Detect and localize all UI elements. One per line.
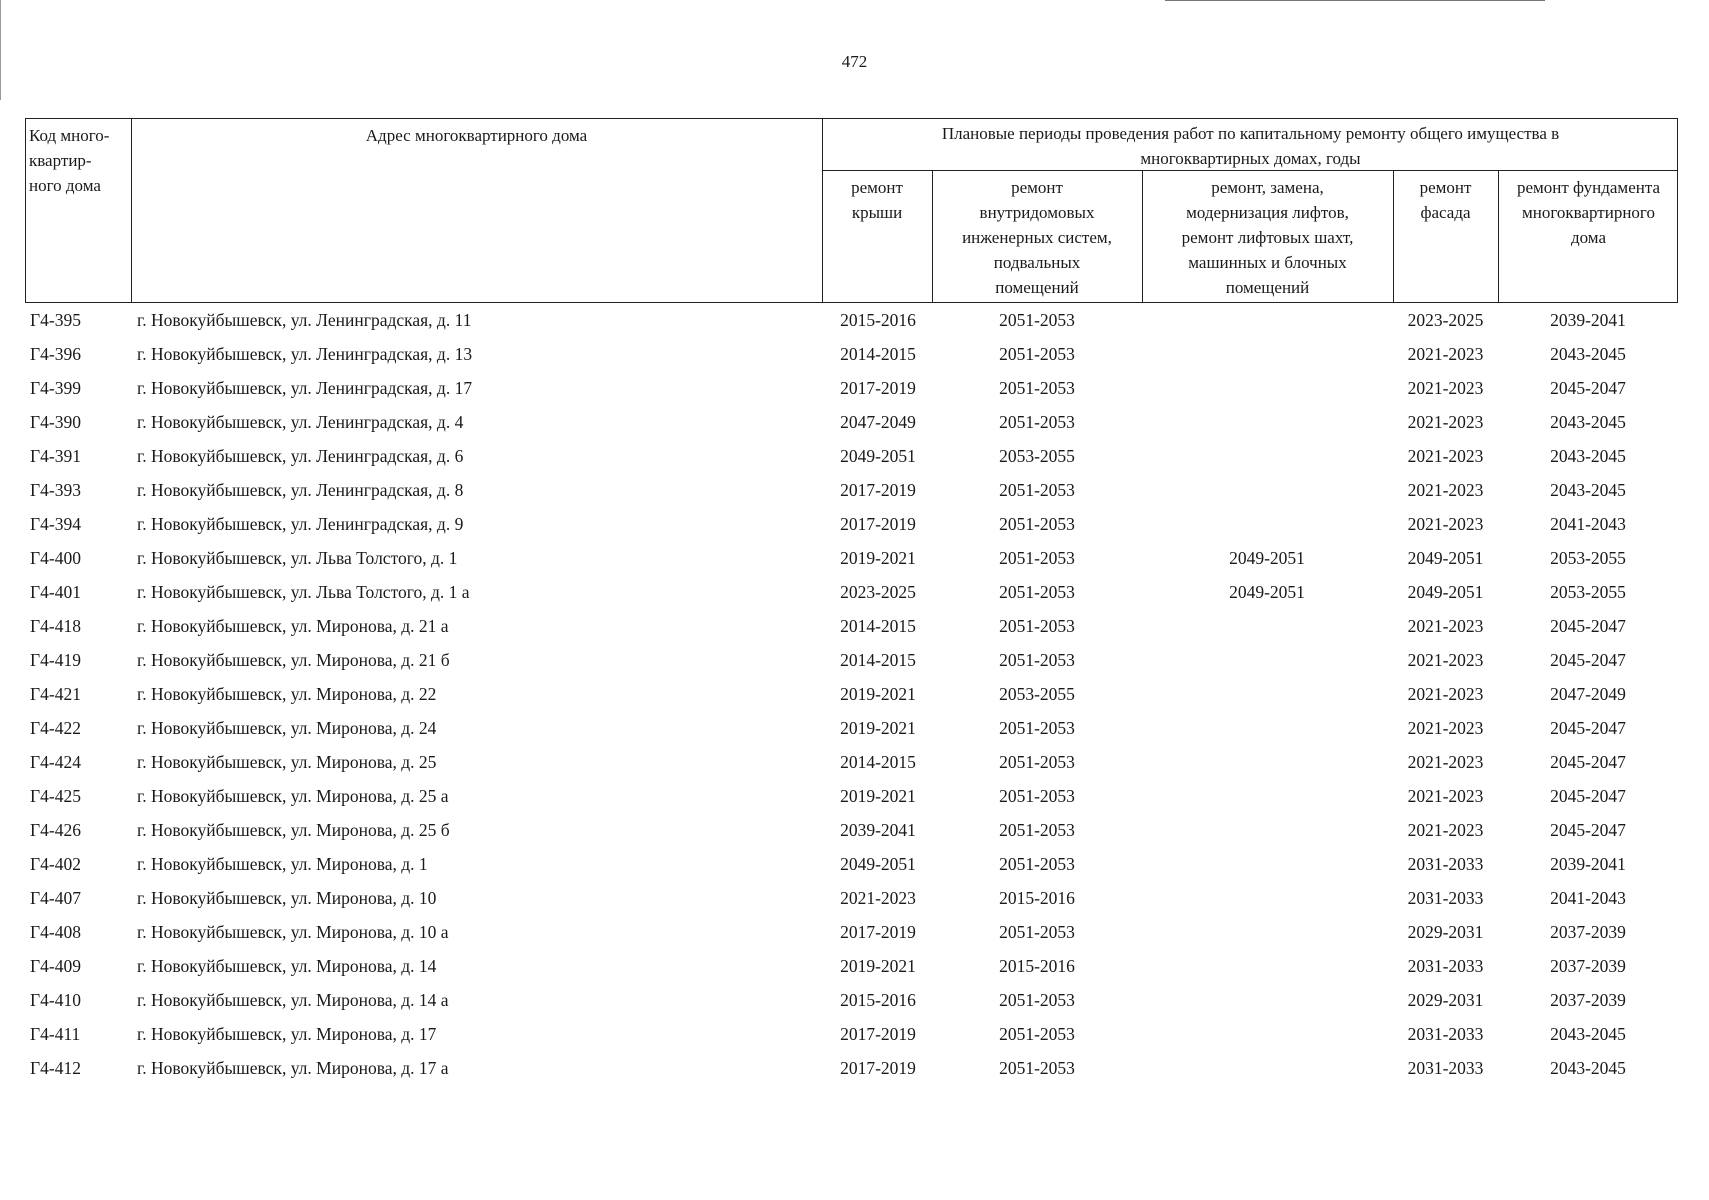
cell-engineering: 2051-2053 (999, 854, 1075, 874)
cell-engineering: 2051-2053 (999, 752, 1075, 772)
cell-lifts: 2049-2051 (1229, 582, 1305, 602)
cell-lifts: 2049-2051 (1229, 548, 1305, 568)
table-row (0, 779, 1709, 813)
cell-engineering: 2051-2053 (999, 344, 1075, 364)
cell-roof: 2014-2015 (840, 616, 916, 636)
cell-foundation: 2043-2045 (1550, 480, 1626, 500)
table-row (0, 711, 1709, 745)
cell-engineering: 2051-2053 (999, 582, 1075, 602)
cell-roof: 2017-2019 (840, 514, 916, 534)
header-lifts: ремонт, замена, модернизация лифтов, ремонт лифтовых шахт, машинных и блочных помещений (1181, 178, 1354, 297)
cell-engineering: 2051-2053 (999, 514, 1075, 534)
cell-foundation: 2037-2039 (1550, 956, 1626, 976)
table-row (0, 371, 1709, 405)
cell-code: Г4-401 (30, 582, 81, 602)
cell-foundation: 2045-2047 (1550, 650, 1626, 670)
cell-engineering: 2051-2053 (999, 990, 1075, 1010)
table-row (0, 677, 1709, 711)
cell-code: Г4-395 (30, 310, 81, 330)
cell-roof: 2015-2016 (840, 310, 916, 330)
cell-foundation: 2039-2041 (1550, 854, 1626, 874)
cell-address: г. Новокуйбышевск, ул. Миронова, д. 14 а (137, 990, 449, 1010)
cell-facade: 2021-2023 (1407, 446, 1484, 466)
cell-facade: 2021-2023 (1407, 616, 1484, 636)
cell-roof: 2014-2015 (840, 752, 916, 772)
cell-engineering: 2051-2053 (999, 820, 1075, 840)
cell-address: г. Новокуйбышевск, ул. Миронова, д. 25 (137, 752, 437, 772)
cell-code: Г4-402 (30, 854, 81, 874)
table-header (25, 118, 1678, 303)
table-body (0, 303, 1709, 1085)
table-row (0, 541, 1709, 575)
cell-address: г. Новокуйбышевск, ул. Ленинградская, д. 11 (137, 310, 472, 330)
cell-facade: 2021-2023 (1407, 752, 1484, 772)
cell-roof: 2019-2021 (840, 718, 916, 738)
header-foundation: ремонт фундамента многоквартирного дома (1516, 178, 1661, 247)
cell-facade: 2021-2023 (1407, 718, 1484, 738)
table-row (0, 847, 1709, 881)
table-row (0, 507, 1709, 541)
cell-roof: 2019-2021 (840, 786, 916, 806)
cell-facade: 2031-2033 (1407, 1058, 1484, 1078)
cell-engineering: 2051-2053 (999, 922, 1075, 942)
cell-engineering: 2051-2053 (999, 480, 1075, 500)
cell-foundation: 2045-2047 (1550, 786, 1626, 806)
cell-address: г. Новокуйбышевск, ул. Миронова, д. 21 б (137, 650, 450, 670)
cell-address: г. Новокуйбышевск, ул. Ленинградская, д. 6 (137, 446, 464, 466)
header-periods: Плановые периоды проведения работ по капитальному ремонту общего имущества в многоквартирных домах, годы (941, 124, 1560, 168)
cell-roof: 2049-2051 (840, 854, 916, 874)
cell-facade: 2021-2023 (1407, 344, 1484, 364)
table-row (0, 1051, 1709, 1085)
table-row (0, 575, 1709, 609)
table-row (0, 949, 1709, 983)
cell-code: Г4-407 (30, 888, 81, 908)
cell-facade: 2029-2031 (1407, 922, 1484, 942)
scan-edge-mark (0, 0, 1, 100)
cell-roof: 2017-2019 (840, 1024, 916, 1044)
cell-address: г. Новокуйбышевск, ул. Миронова, д. 21 а (137, 616, 449, 636)
cell-engineering: 2051-2053 (999, 1024, 1075, 1044)
cell-code: Г4-426 (30, 820, 81, 840)
cell-code: Г4-390 (30, 412, 81, 432)
cell-engineering: 2051-2053 (999, 310, 1075, 330)
cell-engineering: 2051-2053 (999, 378, 1075, 398)
cell-foundation: 2043-2045 (1550, 1024, 1626, 1044)
cell-engineering: 2051-2053 (999, 548, 1075, 568)
cell-code: Г4-410 (30, 990, 81, 1010)
cell-roof: 2017-2019 (840, 922, 916, 942)
cell-address: г. Новокуйбышевск, ул. Миронова, д. 1 (137, 854, 428, 874)
cell-roof: 2019-2021 (840, 956, 916, 976)
table-row (0, 813, 1709, 847)
cell-code: Г4-422 (30, 718, 81, 738)
table-row (0, 881, 1709, 915)
cell-code: Г4-394 (30, 514, 81, 534)
cell-facade: 2021-2023 (1407, 650, 1484, 670)
table-row (0, 439, 1709, 473)
cell-code: Г4-419 (30, 650, 81, 670)
cell-facade: 2021-2023 (1407, 412, 1484, 432)
header-address: Адрес многоквартирного дома (365, 126, 588, 145)
cell-facade: 2021-2023 (1407, 786, 1484, 806)
cell-address: г. Новокуйбышевск, ул. Миронова, д. 17 а (137, 1058, 449, 1078)
cell-facade: 2029-2031 (1407, 990, 1484, 1010)
cell-code: Г4-412 (30, 1058, 81, 1078)
cell-foundation: 2053-2055 (1550, 548, 1626, 568)
cell-facade: 2021-2023 (1407, 480, 1484, 500)
cell-address: г. Новокуйбышевск, ул. Миронова, д. 17 (137, 1024, 437, 1044)
cell-foundation: 2043-2045 (1550, 412, 1626, 432)
cell-facade: 2031-2033 (1407, 888, 1484, 908)
cell-roof: 2021-2023 (840, 888, 916, 908)
cell-foundation: 2045-2047 (1550, 820, 1626, 840)
cell-address: г. Новокуйбышевск, ул. Миронова, д. 10 (137, 888, 437, 908)
cell-address: г. Новокуйбышевск, ул. Миронова, д. 14 (137, 956, 437, 976)
cell-code: Г4-425 (30, 786, 81, 806)
cell-foundation: 2037-2039 (1550, 990, 1626, 1010)
cell-foundation: 2043-2045 (1550, 446, 1626, 466)
cell-foundation: 2045-2047 (1550, 718, 1626, 738)
cell-code: Г4-393 (30, 480, 81, 500)
cell-address: г. Новокуйбышевск, ул. Миронова, д. 22 (137, 684, 437, 704)
table-row (0, 983, 1709, 1017)
cell-address: г. Новокуйбышевск, ул. Миронова, д. 25 б (137, 820, 450, 840)
cell-roof: 2015-2016 (840, 990, 916, 1010)
cell-foundation: 2043-2045 (1550, 344, 1626, 364)
cell-address: г. Новокуйбышевск, ул. Ленинградская, д. 17 (137, 378, 473, 398)
cell-code: Г4-408 (30, 922, 81, 942)
cell-roof: 2019-2021 (840, 684, 916, 704)
cell-code: Г4-411 (30, 1024, 81, 1044)
cell-foundation: 2037-2039 (1550, 922, 1626, 942)
cell-roof: 2017-2019 (840, 480, 916, 500)
cell-foundation: 2041-2043 (1550, 888, 1626, 908)
cell-facade: 2023-2025 (1407, 310, 1484, 330)
cell-facade: 2021-2023 (1407, 514, 1484, 534)
cell-facade: 2021-2023 (1407, 820, 1484, 840)
cell-roof: 2039-2041 (840, 820, 916, 840)
cell-code: Г4-418 (30, 616, 81, 636)
cell-address: г. Новокуйбышевск, ул. Льва Толстого, д. 1 а (137, 582, 470, 602)
cell-engineering: 2015-2016 (999, 888, 1075, 908)
cell-foundation: 2039-2041 (1550, 310, 1626, 330)
page-number: 472 (841, 52, 868, 71)
cell-address: г. Новокуйбышевск, ул. Миронова, д. 10 а (137, 922, 449, 942)
scan-top-line (1165, 0, 1545, 1)
header-code: Код много- квартир- ного дома (29, 126, 110, 195)
cell-roof: 2047-2049 (840, 412, 916, 432)
cell-foundation: 2047-2049 (1550, 684, 1626, 704)
table-row (0, 405, 1709, 439)
cell-address: г. Новокуйбышевск, ул. Миронова, д. 24 (137, 718, 437, 738)
cell-code: Г4-391 (30, 446, 81, 466)
header-engineering: ремонт внутридомовых инженерных систем, подвальных помещений (962, 178, 1112, 297)
cell-address: г. Новокуйбышевск, ул. Миронова, д. 25 а (137, 786, 449, 806)
cell-address: г. Новокуйбышевск, ул. Ленинградская, д. 9 (137, 514, 464, 534)
cell-roof: 2017-2019 (840, 1058, 916, 1078)
header-roof: ремонт крыши (851, 178, 903, 222)
cell-facade: 2049-2051 (1407, 582, 1484, 602)
cell-engineering: 2051-2053 (999, 786, 1075, 806)
cell-address: г. Новокуйбышевск, ул. Ленинградская, д. 8 (137, 480, 464, 500)
cell-engineering: 2051-2053 (999, 412, 1075, 432)
cell-code: Г4-396 (30, 344, 81, 364)
cell-roof: 2014-2015 (840, 344, 916, 364)
cell-roof: 2019-2021 (840, 548, 916, 568)
cell-foundation: 2053-2055 (1550, 582, 1626, 602)
cell-foundation: 2043-2045 (1550, 1058, 1626, 1078)
cell-foundation: 2045-2047 (1550, 616, 1626, 636)
cell-engineering: 2051-2053 (999, 650, 1075, 670)
cell-roof: 2023-2025 (840, 582, 916, 602)
table-row (0, 473, 1709, 507)
table-row (0, 915, 1709, 949)
cell-facade: 2031-2033 (1407, 854, 1484, 874)
table-row (0, 1017, 1709, 1051)
cell-foundation: 2045-2047 (1550, 378, 1626, 398)
table-row (0, 643, 1709, 677)
table-row (0, 609, 1709, 643)
cell-facade: 2021-2023 (1407, 684, 1484, 704)
cell-engineering: 2051-2053 (999, 1058, 1075, 1078)
cell-roof: 2014-2015 (840, 650, 916, 670)
table-row (0, 337, 1709, 371)
cell-foundation: 2045-2047 (1550, 752, 1626, 772)
cell-address: г. Новокуйбышевск, ул. Ленинградская, д. 13 (137, 344, 473, 364)
cell-engineering: 2053-2055 (999, 684, 1075, 704)
cell-engineering: 2051-2053 (999, 718, 1075, 738)
cell-engineering: 2053-2055 (999, 446, 1075, 466)
cell-code: Г4-399 (30, 378, 81, 398)
cell-foundation: 2041-2043 (1550, 514, 1626, 534)
cell-code: Г4-421 (30, 684, 81, 704)
cell-facade: 2021-2023 (1407, 378, 1484, 398)
cell-facade: 2049-2051 (1407, 548, 1484, 568)
cell-address: г. Новокуйбышевск, ул. Льва Толстого, д. 1 (137, 548, 458, 568)
cell-facade: 2031-2033 (1407, 956, 1484, 976)
cell-engineering: 2015-2016 (999, 956, 1075, 976)
header-facade: ремонт фасада (1419, 178, 1472, 222)
table-row (0, 745, 1709, 779)
cell-facade: 2031-2033 (1407, 1024, 1484, 1044)
cell-address: г. Новокуйбышевск, ул. Ленинградская, д. 4 (137, 412, 464, 432)
cell-code: Г4-409 (30, 956, 81, 976)
cell-code: Г4-424 (30, 752, 81, 772)
cell-code: Г4-400 (30, 548, 81, 568)
cell-roof: 2049-2051 (840, 446, 916, 466)
cell-roof: 2017-2019 (840, 378, 916, 398)
cell-engineering: 2051-2053 (999, 616, 1075, 636)
table-row (0, 303, 1709, 337)
